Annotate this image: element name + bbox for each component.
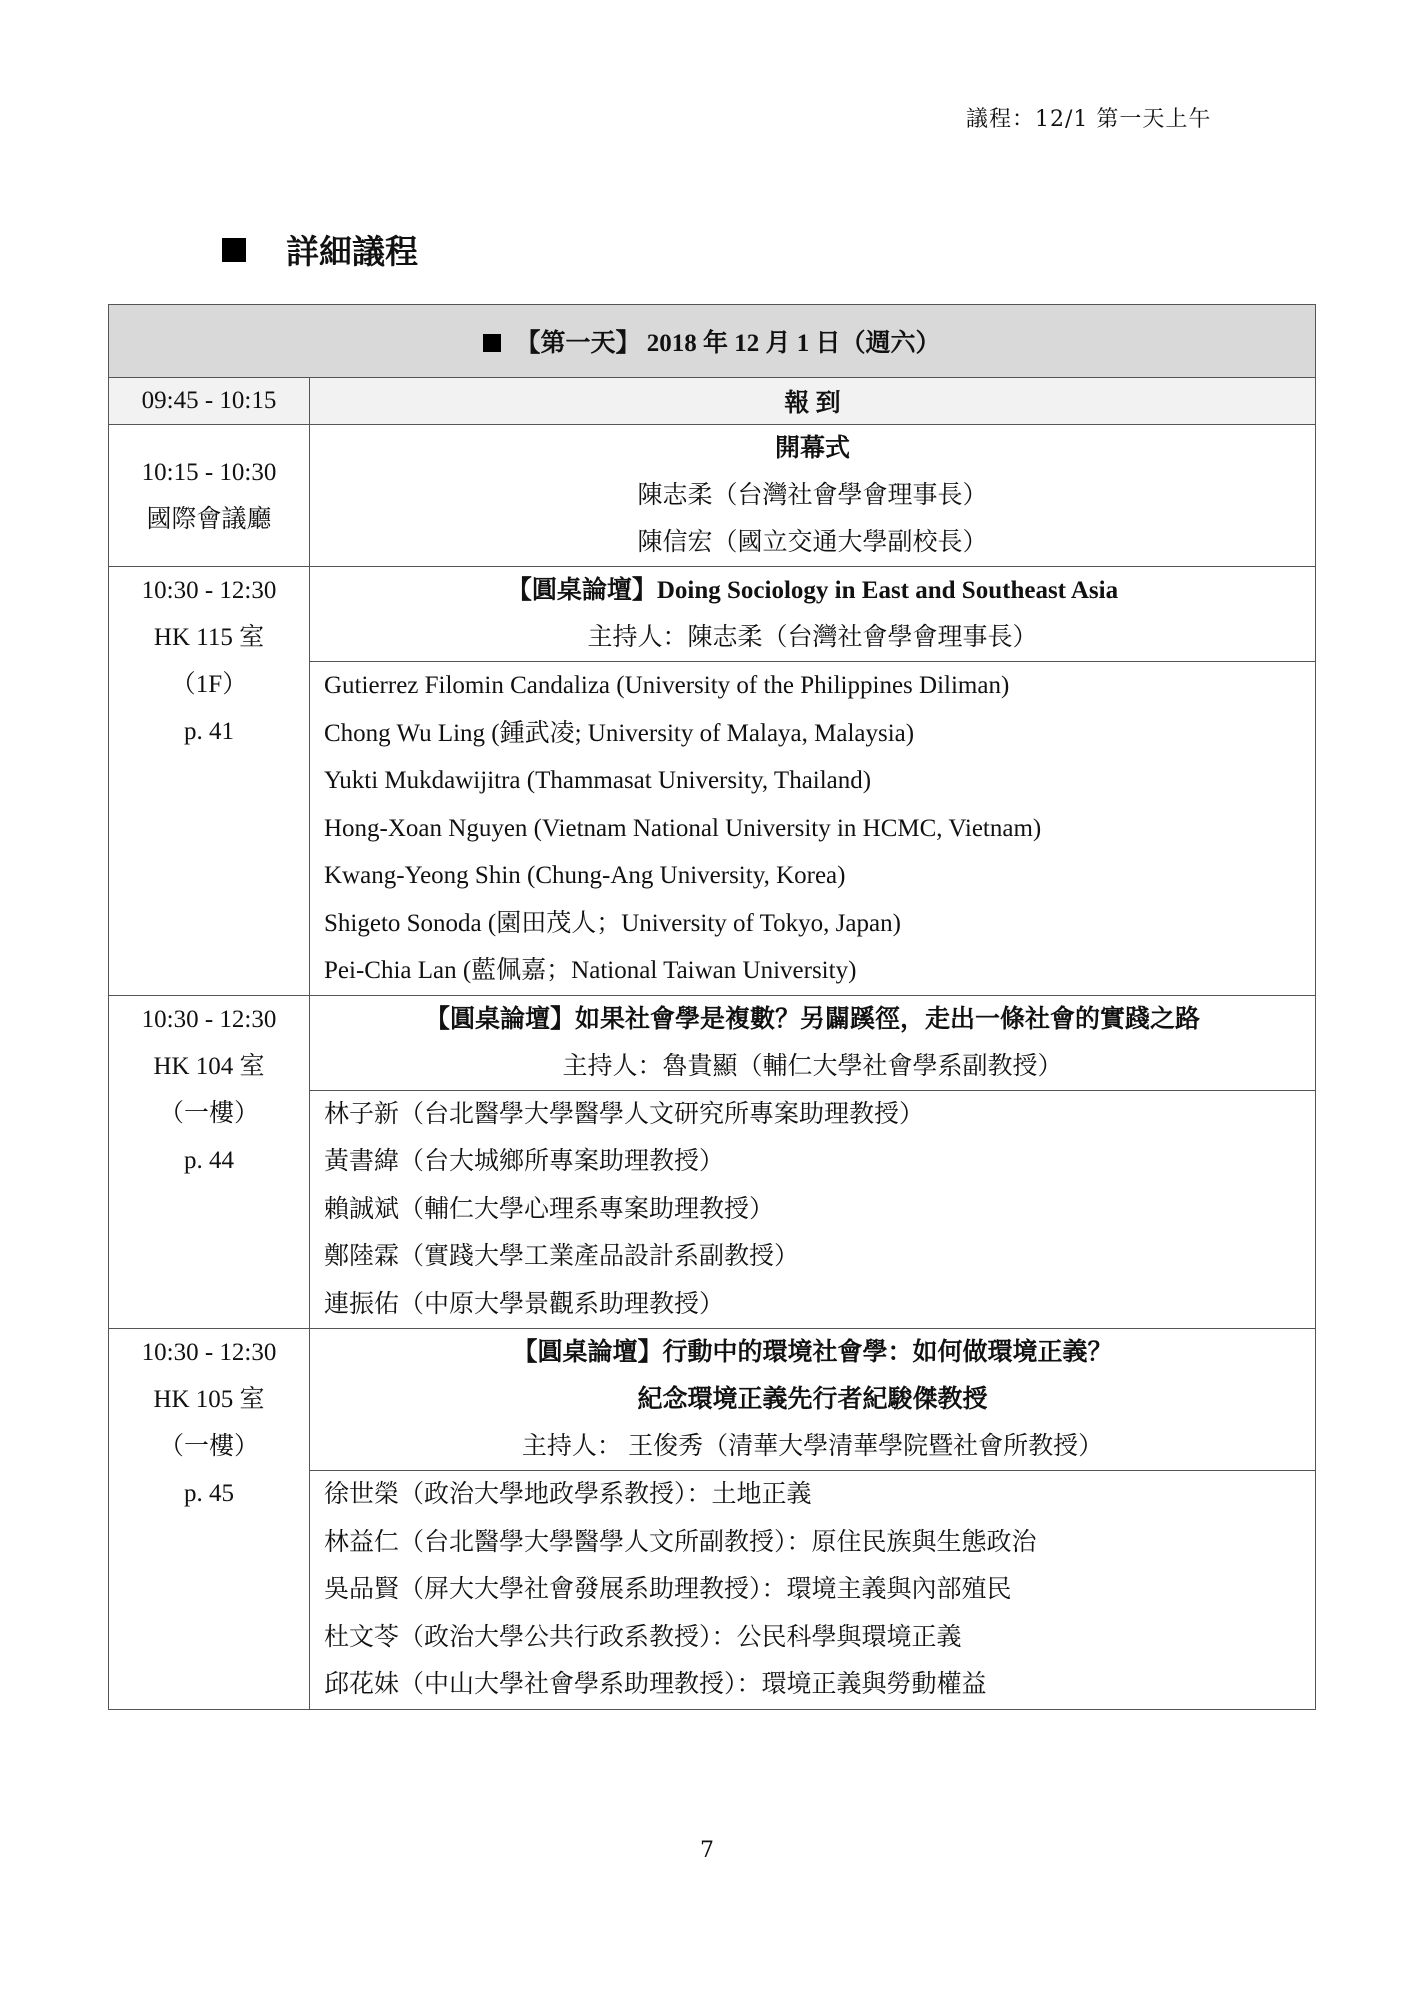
panelist: Hong-Xoan Nguyen (Vietnam National University in HCMC, Vietnam)	[324, 814, 1042, 842]
panelist: 杜文苓（政治大學公共行政系教授）：公民科學與環境正義	[324, 1623, 962, 1651]
session-time: 10:30 - 12:30	[141, 1005, 277, 1033]
panelist: 徐世榮（政治大學地政學系教授）：土地正義	[324, 1481, 812, 1508]
panelist: Yukti Mukdawijitra (Thammasat University, Thailand)	[324, 767, 872, 794]
session-floor: （1F）	[170, 671, 248, 698]
session-header	[310, 1329, 1316, 1471]
session-time: 10:30 - 12:30	[141, 577, 277, 604]
panelist: 吳品賢（屏大大學社會發展系助理教授）：環境主義與內部殖民	[324, 1576, 1012, 1603]
day-header	[109, 305, 1316, 378]
opening-speaker: 陳信宏（國立交通大學副校長）	[637, 529, 988, 556]
session-floor: （一樓）	[158, 1433, 259, 1460]
panelist: 連振佑（中原大學景觀系助理教授）	[324, 1290, 725, 1318]
opening-row	[109, 425, 1316, 567]
registration-time: 09:45 - 10:15	[109, 378, 310, 425]
opening-title: 開幕式	[774, 435, 850, 462]
panelist: 鄭陸霖（實踐大學工業產品設計系副教授）	[324, 1243, 800, 1270]
session-time-cell	[109, 1329, 310, 1710]
panelist: Chong Wu Ling (鍾武凌; University of Malaya, Malaysia)	[324, 719, 915, 747]
session-host: 主持人： 王俊秀（清華大學清華學院暨社會所教授）	[521, 1433, 1104, 1460]
agenda-table	[108, 304, 1316, 1710]
page-number: 7	[700, 1838, 714, 1863]
panelist: 林益仁（台北醫學大學醫學人文所副教授）：原住民族與生態政治	[324, 1528, 1037, 1556]
session-room: HK 105 室	[153, 1386, 265, 1413]
session-floor: （一樓）	[158, 1099, 259, 1127]
session-time: 10:30 - 12:30	[141, 1339, 277, 1366]
section-title-text: 詳細議程	[286, 232, 418, 271]
session-panelists	[310, 662, 1316, 996]
session-row	[109, 1329, 1316, 1471]
black-square-bullet-icon	[483, 334, 501, 352]
panelist: Shigeto Sonoda (園田茂人；University of Tokyo, Japan)	[324, 909, 901, 937]
session-host: 主持人：魯貴顯（輔仁大學社會學系副教授）	[562, 1052, 1063, 1080]
session-row	[109, 567, 1316, 662]
day-header-row	[109, 305, 1316, 378]
session-header	[310, 995, 1316, 1090]
panelist: Pei-Chia Lan (藍佩嘉；National Taiwan University)	[324, 957, 857, 984]
registration-label: 報 到	[310, 378, 1316, 425]
session-host: 主持人：陳志柔（台灣社會學會理事長）	[587, 624, 1038, 651]
panelist: Kwang-Yeong Shin (Chung-Ang University, Korea)	[324, 862, 846, 889]
session-subtitle: 紀念環境正義先行者紀駿傑教授	[637, 1386, 988, 1413]
running-head: 議程：12/1 第一天上午	[966, 107, 1212, 132]
session-room: HK 115 室	[153, 624, 265, 651]
session-title: 【圓桌論壇】如果社會學是複數？另闢蹊徑，走出一條社會的實踐之路	[424, 1005, 1200, 1033]
registration-row	[109, 378, 1316, 425]
session-time-cell	[109, 567, 310, 996]
black-square-bullet-icon	[222, 238, 246, 262]
opening-speaker: 陳志柔（台灣社會學會理事長）	[637, 482, 988, 509]
session-row	[109, 995, 1316, 1090]
session-page: p. 44	[184, 1146, 234, 1174]
session-title: 【圓桌論壇】Doing Sociology in East and Southeast Asia	[506, 577, 1119, 604]
panelist: 林子新（台北醫學大學醫學人文研究所專案助理教授）	[324, 1100, 925, 1128]
day-header-text: 【第一天】 2018 年 12 月 1 日（週六）	[515, 330, 941, 357]
opening-time: 10:15 - 10:30	[141, 458, 277, 486]
opening-time-cell	[109, 425, 310, 567]
panelist: 黃書緯（台大城鄉所專案助理教授）	[324, 1148, 725, 1175]
session-room: HK 104 室	[153, 1052, 265, 1080]
session-time-cell	[109, 995, 310, 1329]
session-panelists	[310, 1090, 1316, 1329]
opening-content	[310, 425, 1316, 567]
opening-venue: 國際會議廳	[146, 505, 272, 533]
panelist: 賴誠斌（輔仁大學心理系專案助理教授）	[324, 1195, 775, 1223]
section-title	[222, 226, 418, 273]
session-title: 【圓桌論壇】行動中的環境社會學：如何做環境正義？	[512, 1339, 1113, 1366]
session-header	[310, 567, 1316, 662]
session-page: p. 45	[184, 1480, 234, 1507]
session-panelists	[310, 1471, 1316, 1710]
panelist: Gutierrez Filomin Candaliza (University of the Philippines Diliman)	[324, 672, 1010, 699]
session-page: p. 41	[184, 718, 234, 745]
panelist: 邱花妹（中山大學社會學系助理教授）：環境正義與勞動權益	[324, 1671, 987, 1698]
